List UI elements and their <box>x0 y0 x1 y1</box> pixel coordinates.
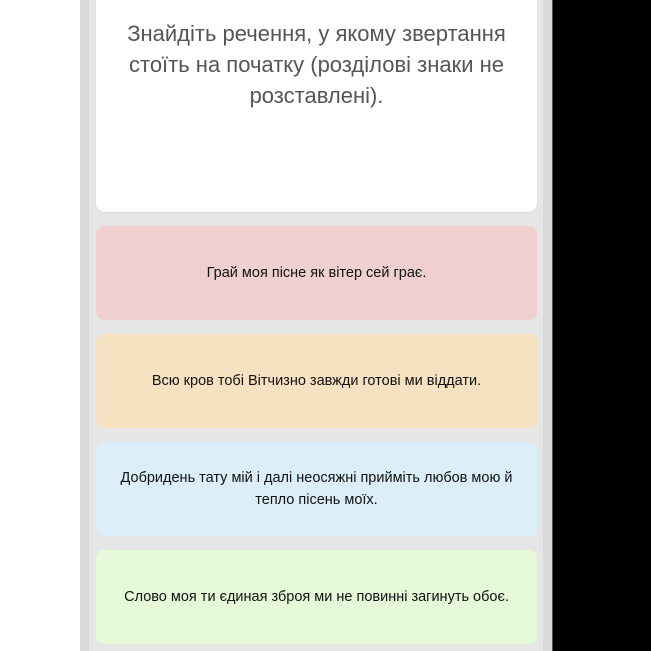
quiz-container <box>80 0 553 651</box>
question-text: Знайдіть речення, у якому звертання стоїть на початку (розділові знаки не розставлені). <box>127 21 506 108</box>
answer-option-3-text: Добридень тату мій і далі неосяжні прийміть любов мою й тепло пісень моїх. <box>120 470 513 508</box>
answer-option-2-text: Всю кров тобі Вітчизно завжди готові ми віддати. <box>151 373 482 389</box>
question-card <box>96 0 537 212</box>
left-margin <box>0 0 80 651</box>
answer-option-4[interactable] <box>96 550 537 644</box>
answer-option-4-text: Слово моя ти єдиная зброя ми не повинні загинуть обоє. <box>124 589 509 605</box>
answer-option-1-text: Грай моя пісне як вітер сей грає. <box>206 265 427 281</box>
answer-option-2[interactable] <box>96 334 537 428</box>
answer-option-1[interactable] <box>96 226 537 320</box>
right-edge <box>553 0 651 651</box>
answer-option-3[interactable] <box>96 442 537 536</box>
